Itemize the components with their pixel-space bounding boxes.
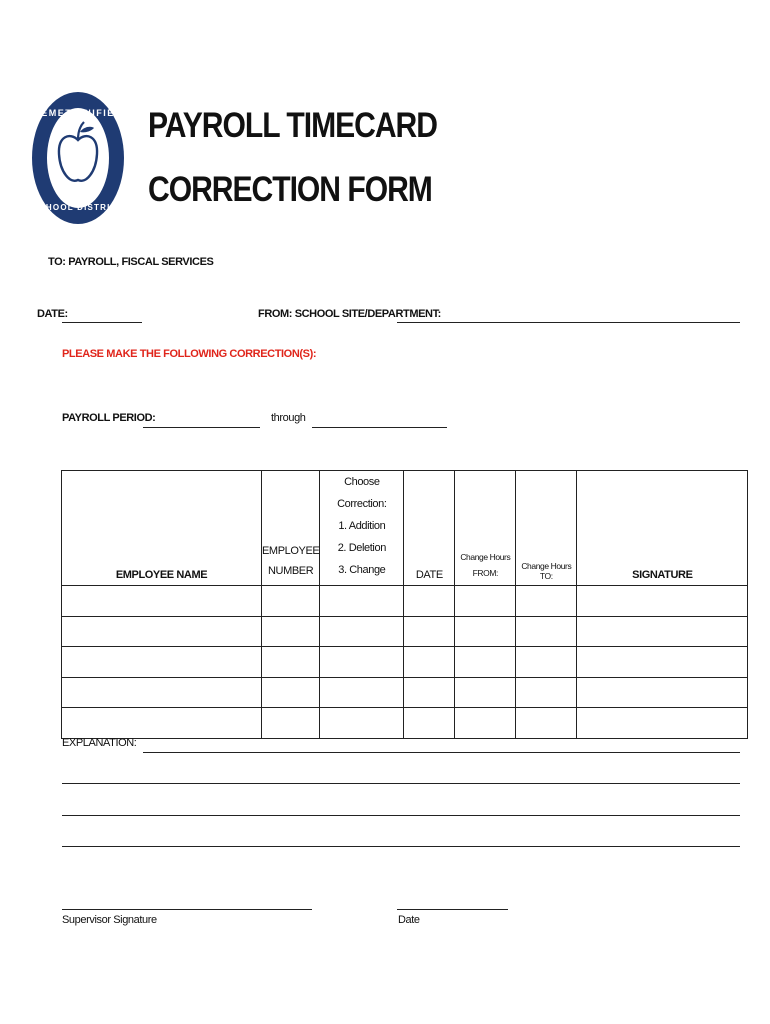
payroll-period-start-field[interactable] xyxy=(143,427,260,428)
from-label: FROM: SCHOOL SITE/DEPARTMENT: xyxy=(258,308,441,320)
table-row xyxy=(62,677,748,708)
header-choose-correction xyxy=(320,471,404,586)
through-label: through xyxy=(271,412,306,424)
explanation-line-1[interactable] xyxy=(143,752,740,753)
table-row xyxy=(62,586,748,617)
header-date: DATE xyxy=(404,471,455,586)
correction-type-cell[interactable] xyxy=(320,616,404,647)
header-option-addition: 1. Addition xyxy=(338,520,386,532)
correction-type-cell[interactable] xyxy=(320,708,404,739)
header-employee-name: EMPLOYEE NAME xyxy=(62,471,262,586)
date-field[interactable] xyxy=(62,322,142,323)
header-employee-number-line-2: NUMBER xyxy=(268,565,314,577)
change-from-cell[interactable] xyxy=(455,677,516,708)
change-to-cell[interactable] xyxy=(516,586,577,617)
correction-type-cell[interactable] xyxy=(320,647,404,678)
header-change-hours-to: Change Hours TO: xyxy=(516,471,577,586)
header-change-from-line-1: Change Hours xyxy=(460,552,511,562)
date-cell[interactable] xyxy=(404,647,455,678)
date-label: DATE: xyxy=(37,308,68,320)
employee-number-cell[interactable] xyxy=(262,586,320,617)
form-title-line-2: CORRECTION FORM xyxy=(148,170,432,209)
explanation-line-4[interactable] xyxy=(62,846,740,847)
header-change-hours-from xyxy=(455,471,516,586)
employee-name-cell[interactable] xyxy=(62,647,262,678)
signature-cell[interactable] xyxy=(577,677,748,708)
date-cell[interactable] xyxy=(404,586,455,617)
change-from-cell[interactable] xyxy=(455,616,516,647)
table-row xyxy=(62,647,748,678)
employee-name-cell[interactable] xyxy=(62,677,262,708)
change-to-cell[interactable] xyxy=(516,616,577,647)
header-employee-number xyxy=(262,471,320,586)
district-logo xyxy=(30,88,126,228)
employee-number-cell[interactable] xyxy=(262,616,320,647)
table-row xyxy=(62,708,748,739)
signature-cell[interactable] xyxy=(577,586,748,617)
date-cell[interactable] xyxy=(404,708,455,739)
signature-cell[interactable] xyxy=(577,647,748,678)
header-employee-number-line-1: EMPLOYEE xyxy=(262,545,320,557)
correction-instruction: PLEASE MAKE THE FOLLOWING CORRECTION(S): xyxy=(62,348,317,360)
date-cell[interactable] xyxy=(404,677,455,708)
date-cell[interactable] xyxy=(404,616,455,647)
supervisor-signature-label: Supervisor Signature xyxy=(62,914,157,926)
employee-number-cell[interactable] xyxy=(262,677,320,708)
table-header-row xyxy=(62,471,748,586)
payroll-period-end-field[interactable] xyxy=(312,427,447,428)
correction-table xyxy=(61,470,748,739)
change-to-cell[interactable] xyxy=(516,647,577,678)
explanation-line-3[interactable] xyxy=(62,815,740,816)
payroll-period-label: PAYROLL PERIOD: xyxy=(62,412,156,424)
school-site-field[interactable] xyxy=(397,322,740,323)
form-title-line-1: PAYROLL TIMECARD xyxy=(148,106,437,145)
employee-name-cell[interactable] xyxy=(62,616,262,647)
header-change-from-line-2: FROM: xyxy=(472,568,499,578)
sign-date-label: Date xyxy=(398,914,420,926)
header-signature: SIGNATURE xyxy=(577,471,748,586)
signature-cell[interactable] xyxy=(577,708,748,739)
table-row xyxy=(62,616,748,647)
sign-date-line[interactable] xyxy=(397,909,508,910)
explanation-line-2[interactable] xyxy=(62,783,740,784)
to-line: TO: PAYROLL, FISCAL SERVICES xyxy=(48,256,214,268)
change-to-cell[interactable] xyxy=(516,677,577,708)
change-to-cell[interactable] xyxy=(516,708,577,739)
header-option-change: 3. Change xyxy=(338,564,386,576)
header-option-deletion: 2. Deletion xyxy=(337,542,386,554)
correction-type-cell[interactable] xyxy=(320,677,404,708)
explanation-label: EXPLANATION: xyxy=(62,737,137,749)
signature-cell[interactable] xyxy=(577,616,748,647)
employee-number-cell[interactable] xyxy=(262,647,320,678)
svg-text:HEMET UNIFIED: HEMET UNIFIED xyxy=(33,108,123,118)
supervisor-signature-line[interactable] xyxy=(62,909,312,910)
employee-name-cell[interactable] xyxy=(62,586,262,617)
header-choose-correction-title: Choose Correction: xyxy=(337,476,387,510)
change-from-cell[interactable] xyxy=(455,647,516,678)
change-from-cell[interactable] xyxy=(455,708,516,739)
svg-text:SCHOOL DISTRICT: SCHOOL DISTRICT xyxy=(32,203,124,212)
correction-type-cell[interactable] xyxy=(320,586,404,617)
change-from-cell[interactable] xyxy=(455,586,516,617)
employee-name-cell[interactable] xyxy=(62,708,262,739)
employee-number-cell[interactable] xyxy=(262,708,320,739)
